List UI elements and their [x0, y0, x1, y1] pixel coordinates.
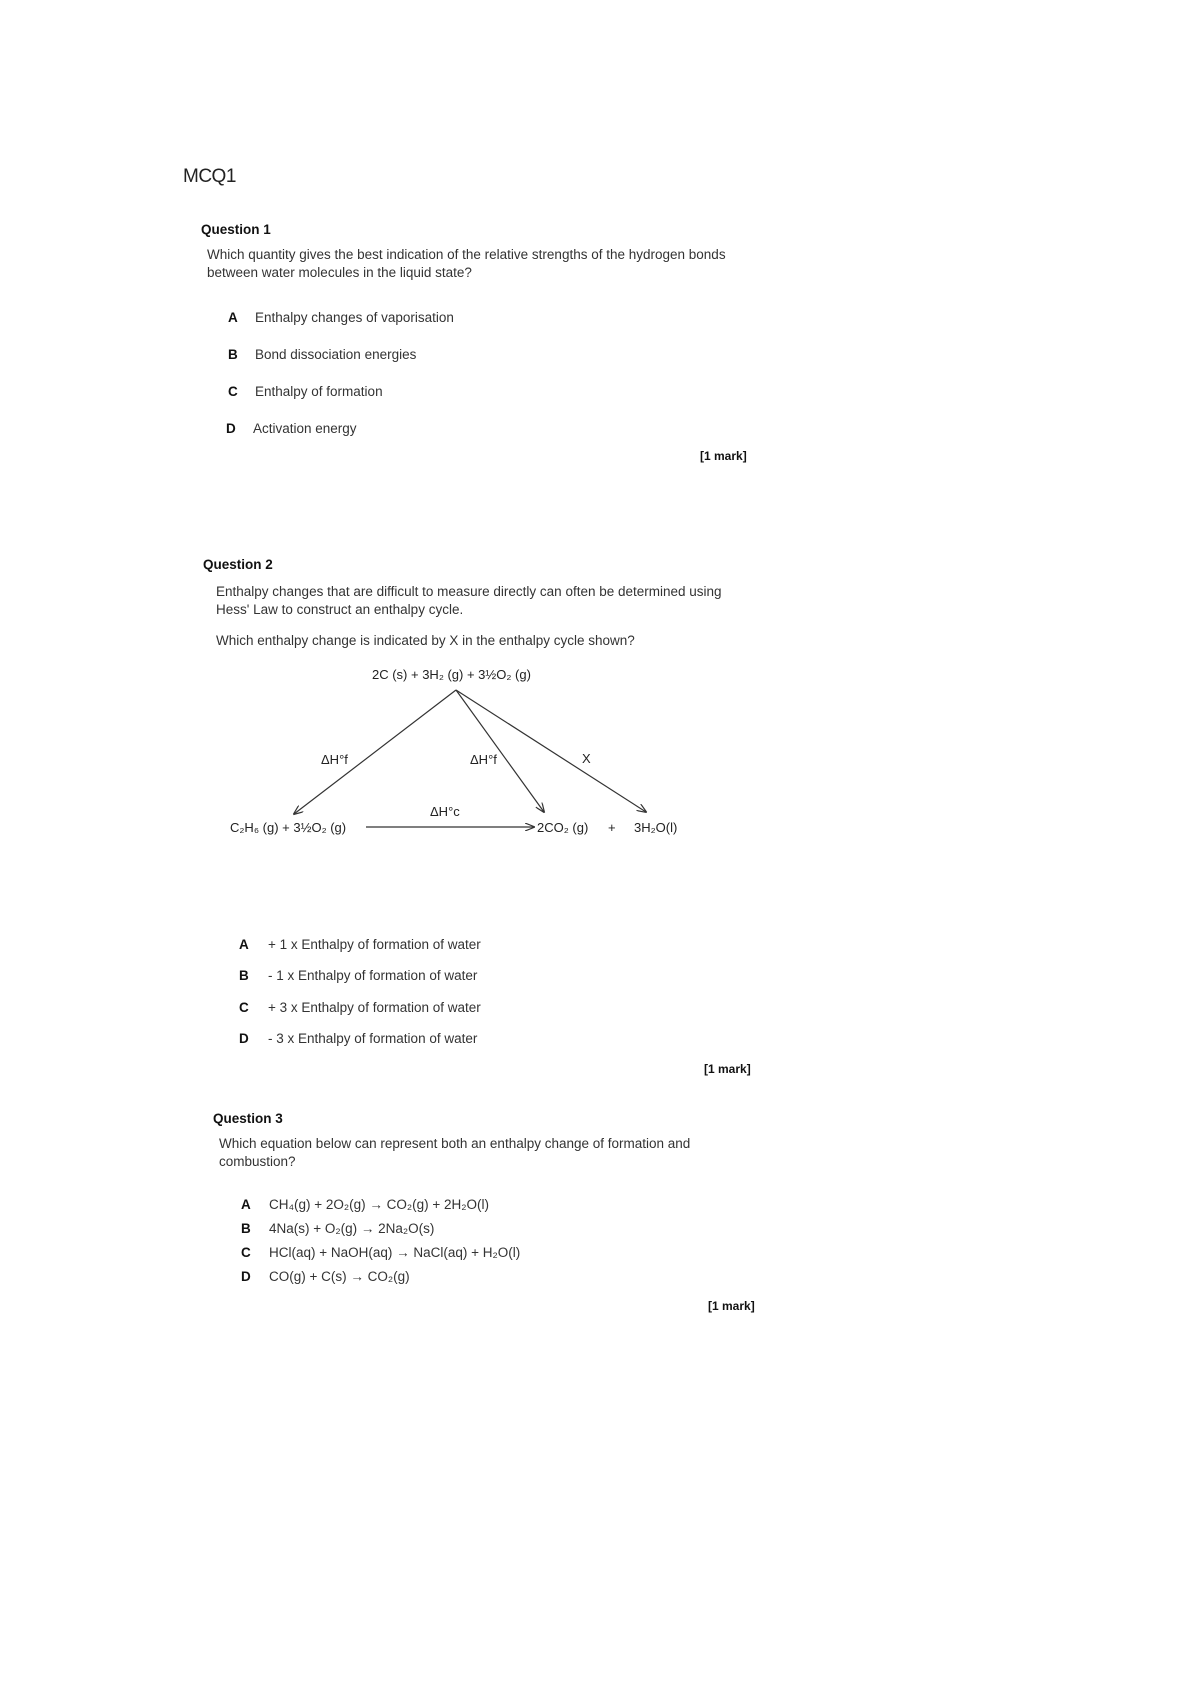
q3-option-b-letter: B — [241, 1221, 251, 1236]
arrow-to-co2 — [456, 690, 544, 812]
question-3-heading: Question 3 — [213, 1111, 283, 1126]
question-3-text: Which equation below can represent both an enthalpy change of formation and combustion? — [219, 1136, 691, 1169]
q2-option-d-text: - 3 x Enthalpy of formation of water — [268, 1031, 478, 1046]
q3-mark: [1 mark] — [708, 1299, 755, 1313]
question-1-text: Which quantity gives the best indication of the relative strengths of the hydrogen bonds between water molecules in the liquid state? — [207, 247, 726, 280]
q1-option-d-letter: D — [226, 421, 236, 436]
question-2-prompt: Which enthalpy change is indicated by X in the enthalpy cycle shown? — [216, 633, 635, 648]
page-title: MCQ1 — [183, 166, 236, 187]
q3-option-a-letter: A — [241, 1197, 251, 1212]
q1-option-a-text: Enthalpy changes of vaporisation — [255, 310, 454, 325]
q3-option-d-text: CO(g) + C(s) → CO₂(g) — [269, 1269, 410, 1284]
q2-option-c-text: + 3 x Enthalpy of formation of water — [268, 1000, 481, 1015]
q3-option-c-letter: C — [241, 1245, 251, 1260]
q3-option-a-text: CH₄(g) + 2O₂(g) → CO₂(g) + 2H₂O(l) — [269, 1197, 490, 1212]
label-dhf-mid: ΔH°f — [470, 752, 497, 767]
q2-option-c-letter: C — [239, 1000, 249, 1015]
q2-option-a-text: + 1 x Enthalpy of formation of water — [268, 937, 481, 952]
diagram-top-species: 2C (s) + 3H₂ (g) + 3½O₂ (g) — [372, 667, 531, 682]
q1-option-b-letter: B — [228, 347, 238, 362]
q2-option-b-text: - 1 x Enthalpy of formation of water — [268, 968, 478, 983]
q3-option-d-letter: D — [241, 1269, 251, 1284]
question-1-heading: Question 1 — [201, 222, 271, 237]
q2-mark: [1 mark] — [704, 1062, 751, 1076]
diagram-water: 3H₂O(l) — [634, 820, 678, 835]
label-x: X — [582, 751, 591, 766]
diagram-reactants: C₂H₆ (g) + 3½O₂ (g) — [230, 820, 347, 835]
q1-option-a-letter: A — [228, 310, 238, 325]
q2-option-a-letter: A — [239, 937, 249, 952]
q2-option-b-letter: B — [239, 968, 249, 983]
q1-option-c-text: Enthalpy of formation — [255, 384, 383, 399]
label-dhc: ΔH°c — [430, 804, 460, 819]
q1-option-c-letter: C — [228, 384, 238, 399]
q1-option-b-text: Bond dissociation energies — [255, 347, 417, 362]
question-2-heading: Question 2 — [203, 557, 273, 572]
q3-option-b-text: 4Na(s) + O₂(g) → 2Na₂O(s) — [269, 1221, 435, 1236]
q3-option-c-text: HCl(aq) + NaOH(aq) → NaCl(aq) + H₂O(l) — [269, 1245, 521, 1260]
label-dhf-left: ΔH°f — [321, 752, 348, 767]
q1-option-d-text: Activation energy — [253, 421, 357, 436]
q1-mark: [1 mark] — [700, 449, 747, 463]
diagram-co2: 2CO₂ (g) — [537, 820, 589, 835]
q2-option-d-letter: D — [239, 1031, 249, 1046]
question-2-text: Enthalpy changes that are difficult to measure directly can often be determined using Hess' Law to construct an enthalpy cycle. — [216, 584, 722, 617]
arrow-x-to-water — [456, 690, 646, 812]
diagram-plus: + — [608, 820, 616, 835]
arrow-to-reactants — [294, 690, 456, 814]
